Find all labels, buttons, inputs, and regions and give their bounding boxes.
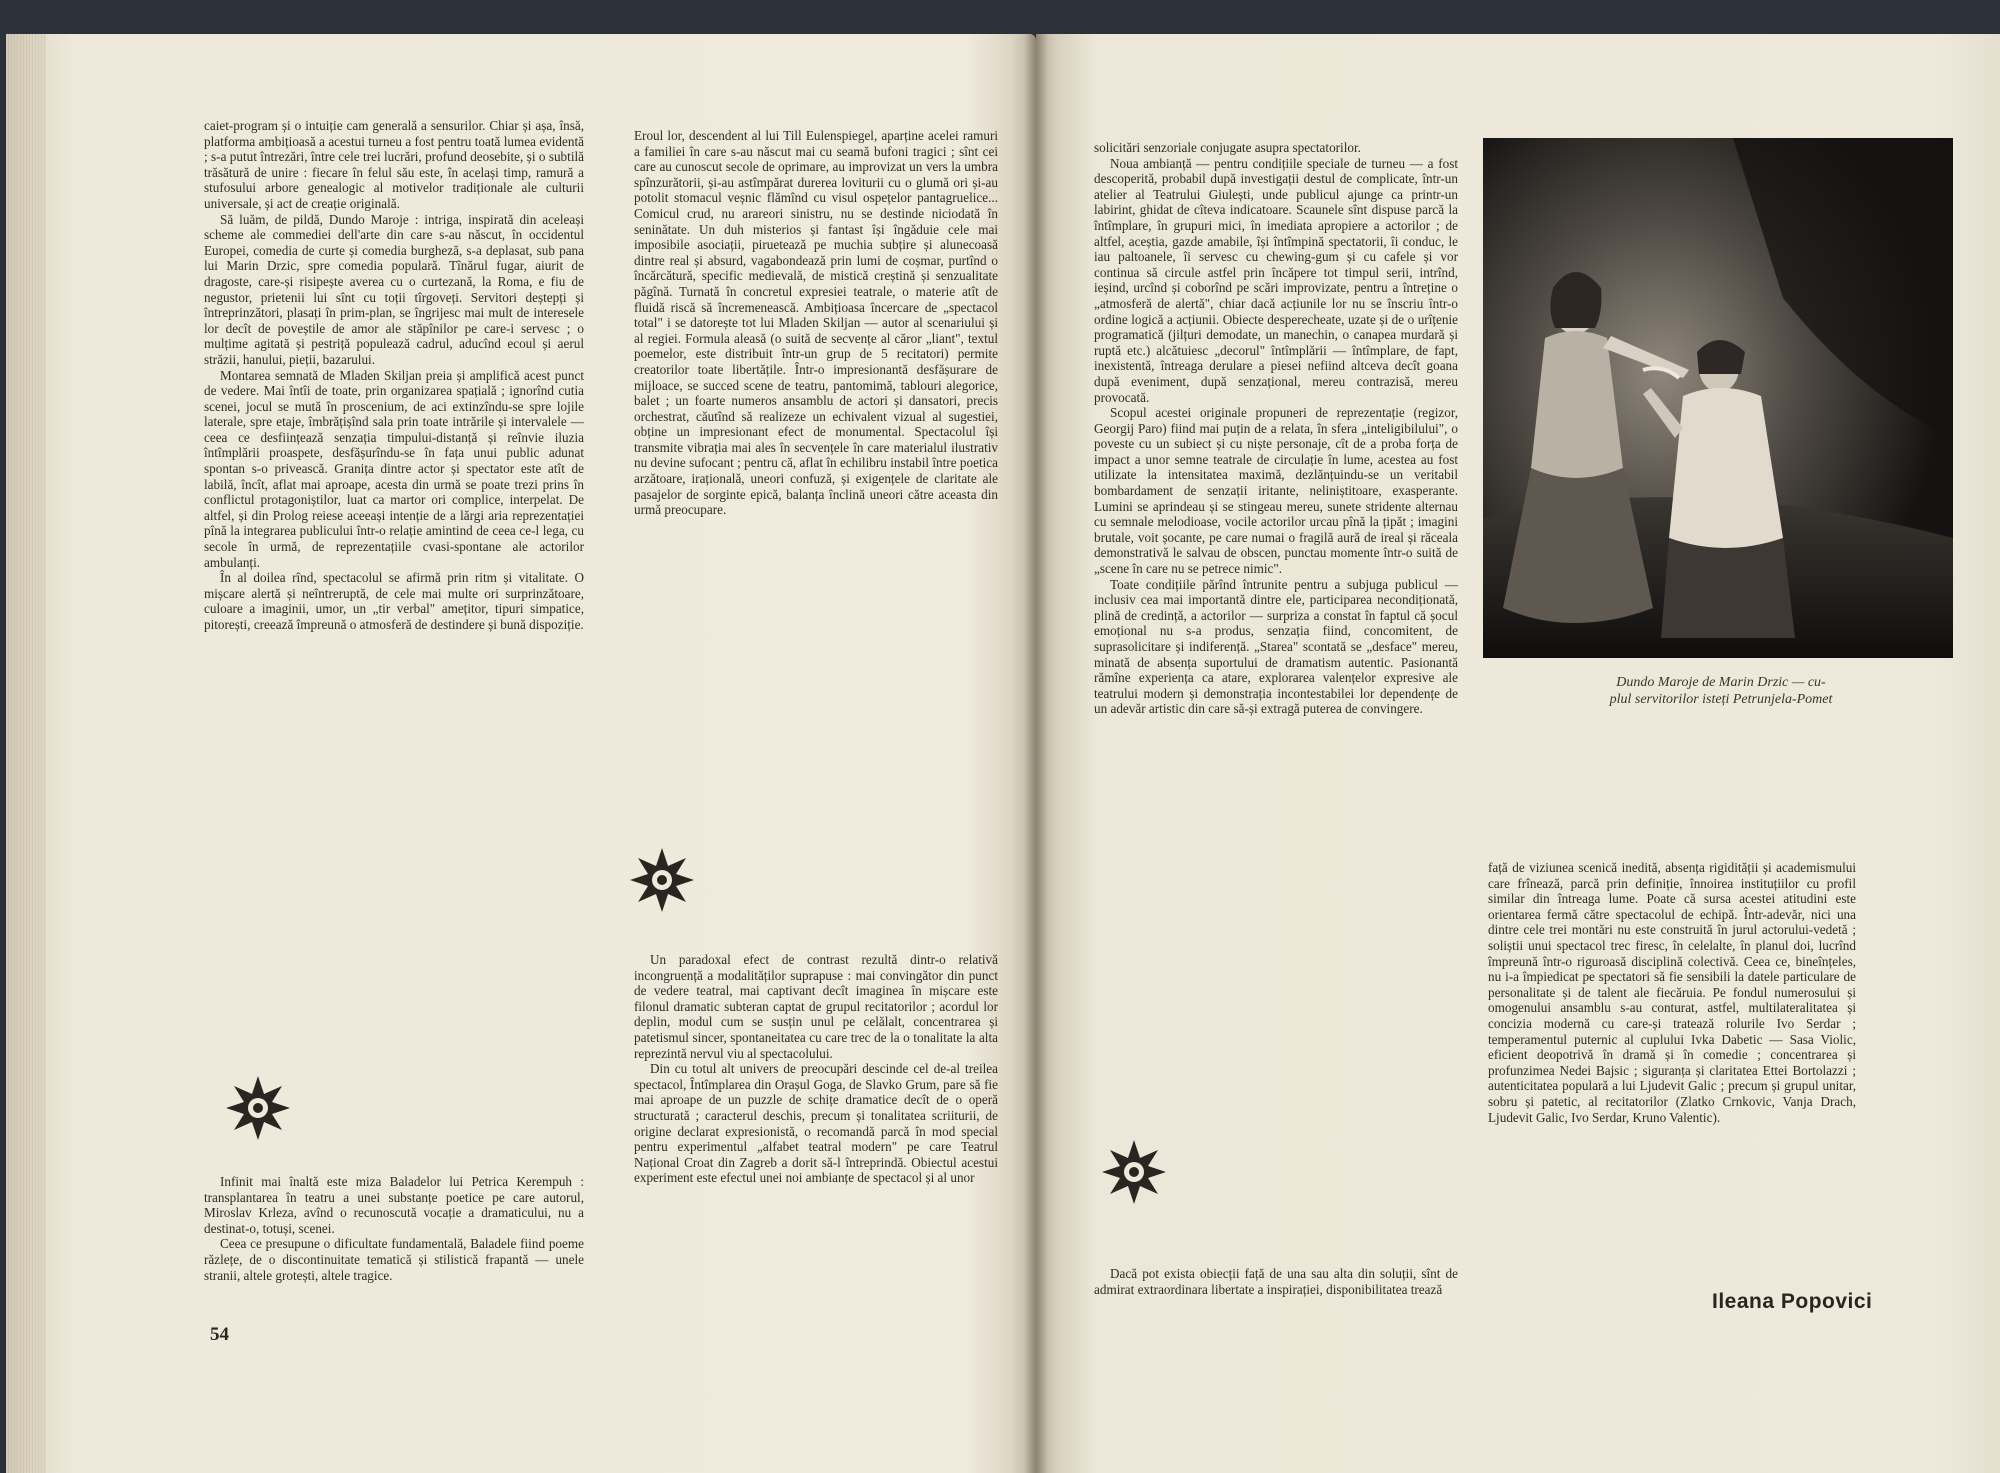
left-page [6, 34, 1036, 1473]
flower-ornament-icon [222, 1072, 294, 1144]
author-signature: Ileana Popovici [1712, 1290, 1873, 1313]
right-page [1036, 34, 2000, 1473]
right-column-1 [1094, 140, 1458, 717]
stage-photo [1483, 138, 1953, 658]
paragraph: Să luăm, de pildă, Dundo Maroje : intriga, inspirată din aceleași scheme ale commediei dell'arte din care s-au născut, în occidentul Europei, comedia de curte și comedia burgheză, s-a deplasat, sub pana lui Marin Drzic, spre comedia populară. Tînărul fugar, aiurit de dragoste, care-și risipește averea cu o curtezană, la Roma, e fiu de negustor, prietenii lui sînt cu toții tîrgoveți. Servitori deștepți și întreprinzători, plasați în prim-plan, se îngrijesc mai mult de interesele lor decît de poveștile de amor ale stăpînilor pe care-i servesc ; o mulțime agitată și pestriță populează cadrul, aducînd ecoul și aerul străzii, hanului, pieții, bazarului. [204, 211, 584, 367]
paragraph: Scopul acestei originale propuneri de reprezentație (regizor, Georgij Paro) fiind mai puțin de a relata, în sfera „inteligibilului", o poveste cu un subiect și cu niște personaje, cît de a proba forța de impact a unor semne teatrale de circulație în lume, acestea au fost utilizate la intensitatea maximă, dezlănțuindu-se un veritabil bombardament de senzații iritante, neliniștitoare, exasperante. Lumini se aprindeau și se stingeau mereu, sunete stridente alternau cu semnale melodioase, vocile actorilor urcau pînă la țipăt ; imagini brutale, voit șocante, pe care numai o fragilă aură de ireal și răceala demonstrativă le salvau de obscen, punctau momente într-o suită de „scene în care nu se petrece nimic". [1094, 405, 1458, 577]
paragraph: Infinit mai înaltă este miza Baladelor lui Petrica Kerempuh : transplantarea în teatru a unei substanțe poetice pe care autorul, Miroslav Krleza, avînd o recunoscută vocație a dramaticului, nu a destinat-o, totuși, scenei. [204, 1174, 584, 1236]
paragraph: Un paradoxal efect de contrast rezultă dintr-o relativă incongruență a modalităților suprapuse : mai convingător din punct de vedere teatral, mai captivant decît imaginea în mișcare este filonul dramatic subteran captat de grupul recitatorilor ; acordul lor deplin, modul cum se susțin unul pe celălalt, concentrarea și patetismul sincer, spontaneitatea cu care trec de la o tonalitate la alta reprezintă nervul viu al spectacolului. [634, 952, 998, 1061]
left-column-2 [634, 128, 998, 518]
paragraph: Ceea ce presupune o dificultate fundamentală, Baladele fiind poeme răzlețe, de o discontinuitate tematică și stilistică frapantă — unele stranii, altele grotești, altele tragice. [204, 1236, 584, 1283]
paragraph: caiet-program și o intuiție cam generală a sensurilor. Chiar și așa, însă, platforma ambițioasă a acestui turneu a fost pentru toată lumea evidentă ; s-a putut întrezări, între cele trei lucrări, profund deosebite, și o subtilă trăsătură de unire : fiecare în felul său este, în același timp, ramură a stufosului arbore genealogic al motivelor tradiționale ale culturii universale, și act de creație originală. [204, 118, 584, 211]
paragraph: Montarea semnată de Mladen Skiljan preia și amplifică acest punct de vedere. Mai întîi de toate, prin organizarea spațială ; ignorînd cutia scenei, jocul se mută în proscenium, de aci extinzîndu-se spre lojile laterale, spre etaje, îmbrățișînd sala prin toate intrările și intervalele — ceea ce desființează senzația timpului-distanță și reînvie iluzia întîmplării proaspete, desfășurîndu-se în fața unui public adunat spontan s-o privească. Granița dintre actor și spectator este atît de labilă, încît, aflat mai aproape, acesta din urmă se poate trezi prins în conflictul protagoniștilor, luat ca martor ori complice, interpelat. De altfel, și din Prolog reiese aceeași intenție de a lărgi aria reprezentației pînă la integrarea publicului într-o relație amintind de ceea ce-l lega, cu secole în urmă, de reprezentațiile cvasi-spontane ale actorilor ambulanți. [204, 367, 584, 570]
open-book [6, 34, 2000, 1473]
caption-line: Dundo Maroje de Marin Drzic — cu- [1616, 675, 1826, 690]
paragraph: Eroul lor, descendent al lui Till Eulenspiegel, aparține acelei ramuri a familiei în care s-au născut mai cu seamă bufoni tragici ; sînt cei care au cunoscut secole de oprimare, au improvizat un vers la umbra spînzurătorii, și-au astîmpărat durerea loviturii cu o glumă ori și-au potolit stomacul veșnic flămînd cu visul ospețelor pantagruelice... Comicul crud, nu arareori sinistru, nu se destinde niciodată în seninătate. Un duh misterios și fantast își îngăduie cele mai imposibile asociații, piruetează pe muchia subțire și alunecoasă dintre real și absurd, vagabondează prin lumi de coșmar, purtînd o încărcătură, specific medievală, de mistică creștină și senzualitate păgînă. Turnată în concretul expresiei teatrale, o materie atît de fluidă riscă să încremenească. Ambițioasa încercare de „spectacol total" i se datorește tot lui Mladen Skiljan — autor al scenariului și al regiei. Formula aleasă (o suită de secvențe al căror „liant", textul poemelor, este distribuit într-un grup de 5 recitatori) permite creatorilor toate libertățile. Într-o impresionantă desfășurare de mijloace, se succed scene de teatru, pantomimă, tablouri alegorice, balet ; un foarte numeros ansamblu de actori și dansatori, precis orchestrat, căutînd să realizeze un echivalent vizual al sugestiei, obține un impresionant efect de monumental. Spectacolul își transmite vibrația mai ales în secvențele în care materialul ilustrativ nu devine sufocant ; pentru că, aflat în echilibru instabil între poetica arzătoare, irațională, uneori confuză, și exigențele de claritate ale pasajelor de sorginte epică, balanța înclină uneori către aceasta din urmă preocupare. [634, 128, 998, 518]
paragraph: față de viziunea scenică inedită, absența rigidității și academismului care frînează, parcă prin definiție, înnoirea instituțiilor cu profil similar din întreaga lume. Poate că sursa acestei atitudini este orientarea fermă către spectacolul de echipă. Într-adevăr, nici una dintre cele trei montări nu este construită în jurul actorului-vedetă ; soliștii unui spectacol trec firesc, în celelalte, în planul doi, lucrînd împreună într-o riguroasă disciplină colectivă. Ceea ce, bineînțeles, nu i-a împiedicat pe spectatori să fie sensibili la datele particulare de personalitate și de talent ale fiecăruia. Pe fondul numerosului și omogenului ansamblu s-au conturat, astfel, multilateralitatea și concizia modernă cu care-și tratează rolurile Ivo Serdar ; temperamentul puternic al cuplului Ivka Dabetic — Sasa Violic, eficient deopotrivă în dramă și în comedie ; concentrarea și profunzimea Nedei Bajsic ; siguranța și claritatea Ettei Bortolazzi ; autenticitatea populară a lui Ljudevit Galic ; precum și grupul unitar, sobru și patetic, al recitatorilor (Zlatko Crnkovic, Vanja Drach, Ljudevit Galic, Ivo Serdar, Kruno Valentic). [1488, 860, 1856, 1125]
paragraph: Dacă pot exista obiecții față de una sau alta din soluții, sînt de admirat extraordinara libertate a inspirației, disponibilitatea trează [1094, 1266, 1458, 1297]
theatre-scene-image [1483, 138, 1953, 658]
page-edges [6, 34, 46, 1473]
paragraph: În al doilea rînd, spectacolul se afirmă prin ritm și vitalitate. O mișcare alertă și neîntreruptă, de cele mai multe ori surprinzătoare, culoare a imaginii, umor, un „tir verbal" amețitor, tipuri simpatice, pitorești, creează împreună o atmosferă de destindere și bună dispoziție. [204, 570, 584, 632]
photo-caption [1536, 674, 1906, 708]
left-column-1 [204, 118, 584, 633]
page-number: 54 [210, 1324, 229, 1345]
paragraph: Toate condițiile părînd întrunite pentru a subjuga publicul — inclusiv cea mai importantă dintre ele, participarea necondiționată, plină de credință, a actorilor — surpriza a constat în faptul că șocul emoțional nu s-a produs, senzația fiind, concomitent, de suprasolicitare și indiferență. „Starea" scontată se „desface" mereu, minată de absența suportului de dramatism autentic. Pasionantă rămîne experiența ca atare, explorarea valențelor expresive ale teatrului modern și demonstrația incontestabilei lor dependențe de un adevăr artistic din care să-și extragă puterea de convingere. [1094, 576, 1458, 717]
paragraph: Din cu totul alt univers de preocupări descinde cel de-al treilea spectacol, Întîmplarea din Orașul Goga, de Slavko Grum, pare să fie mai aproape de un puzzle de schițe dramatice decît de o operă structurată ; caracterul deschis, precum și tonalitatea scriiturii, de origine declarat expresionistă, o recomandă parcă în mod special pentru experimentul „alfabet teatral modern" pe care Teatrul Național Croat din Zagreb a dorit să-l întreprindă. Obiectul acestui experiment este efectul unei noi ambianțe de spectacol și al unor [634, 1061, 998, 1186]
left-column-2-lower [634, 952, 998, 1186]
flower-ornament-icon [626, 844, 698, 916]
paragraph: Noua ambianță — pentru condițiile speciale de turneu — a fost descoperită, probabil după investigații destul de complicate, într-un atelier al Teatrului Giulești, unde publicul ajunge ca printr-un labirint, ghidat de cîteva indicatoare. Scaunele sînt dispuse parcă la întîmplare, în grupuri mici, în imediata apropiere a actorilor ; de altfel, aceștia, gazde amabile, își întîmpină spectatorii, îi conduc, le iau paltoanele, îi servesc cu chewing-gum și cu cafele și vor continua să circule astfel prin încăpere tot timpul serii, intrînd, ieșind, urcînd și coborînd pe scări improvizate, pentru a întreține o „atmosferă de alertă", chiar dacă acțiunile lor nu se înscriu într-o ordine logică a acțiunii. Obiecte desperecheate, uzate și de o urîțenie programatică (jilțuri demodate, un manechin, o canapea murdară și ruptă etc.) alcătuiesc „decorul" întîmplării — întîmplare, de fapt, inexistentă, întreaga derulare a piesei nefiind altceva decît goana după eveniment, după senzațional, mereu contrazisă, mereu provocată. [1094, 155, 1458, 405]
left-column-1-lower [204, 1174, 584, 1283]
flower-ornament-icon [1098, 1136, 1170, 1208]
caption-line: plul servitorilor isteți Petrunjela-Pomet [1609, 692, 1833, 707]
right-column-2 [1488, 860, 1856, 1125]
right-column-1-lower [1094, 1266, 1458, 1297]
paragraph: solicitări senzoriale conjugate asupra spectatorilor. [1094, 140, 1361, 155]
